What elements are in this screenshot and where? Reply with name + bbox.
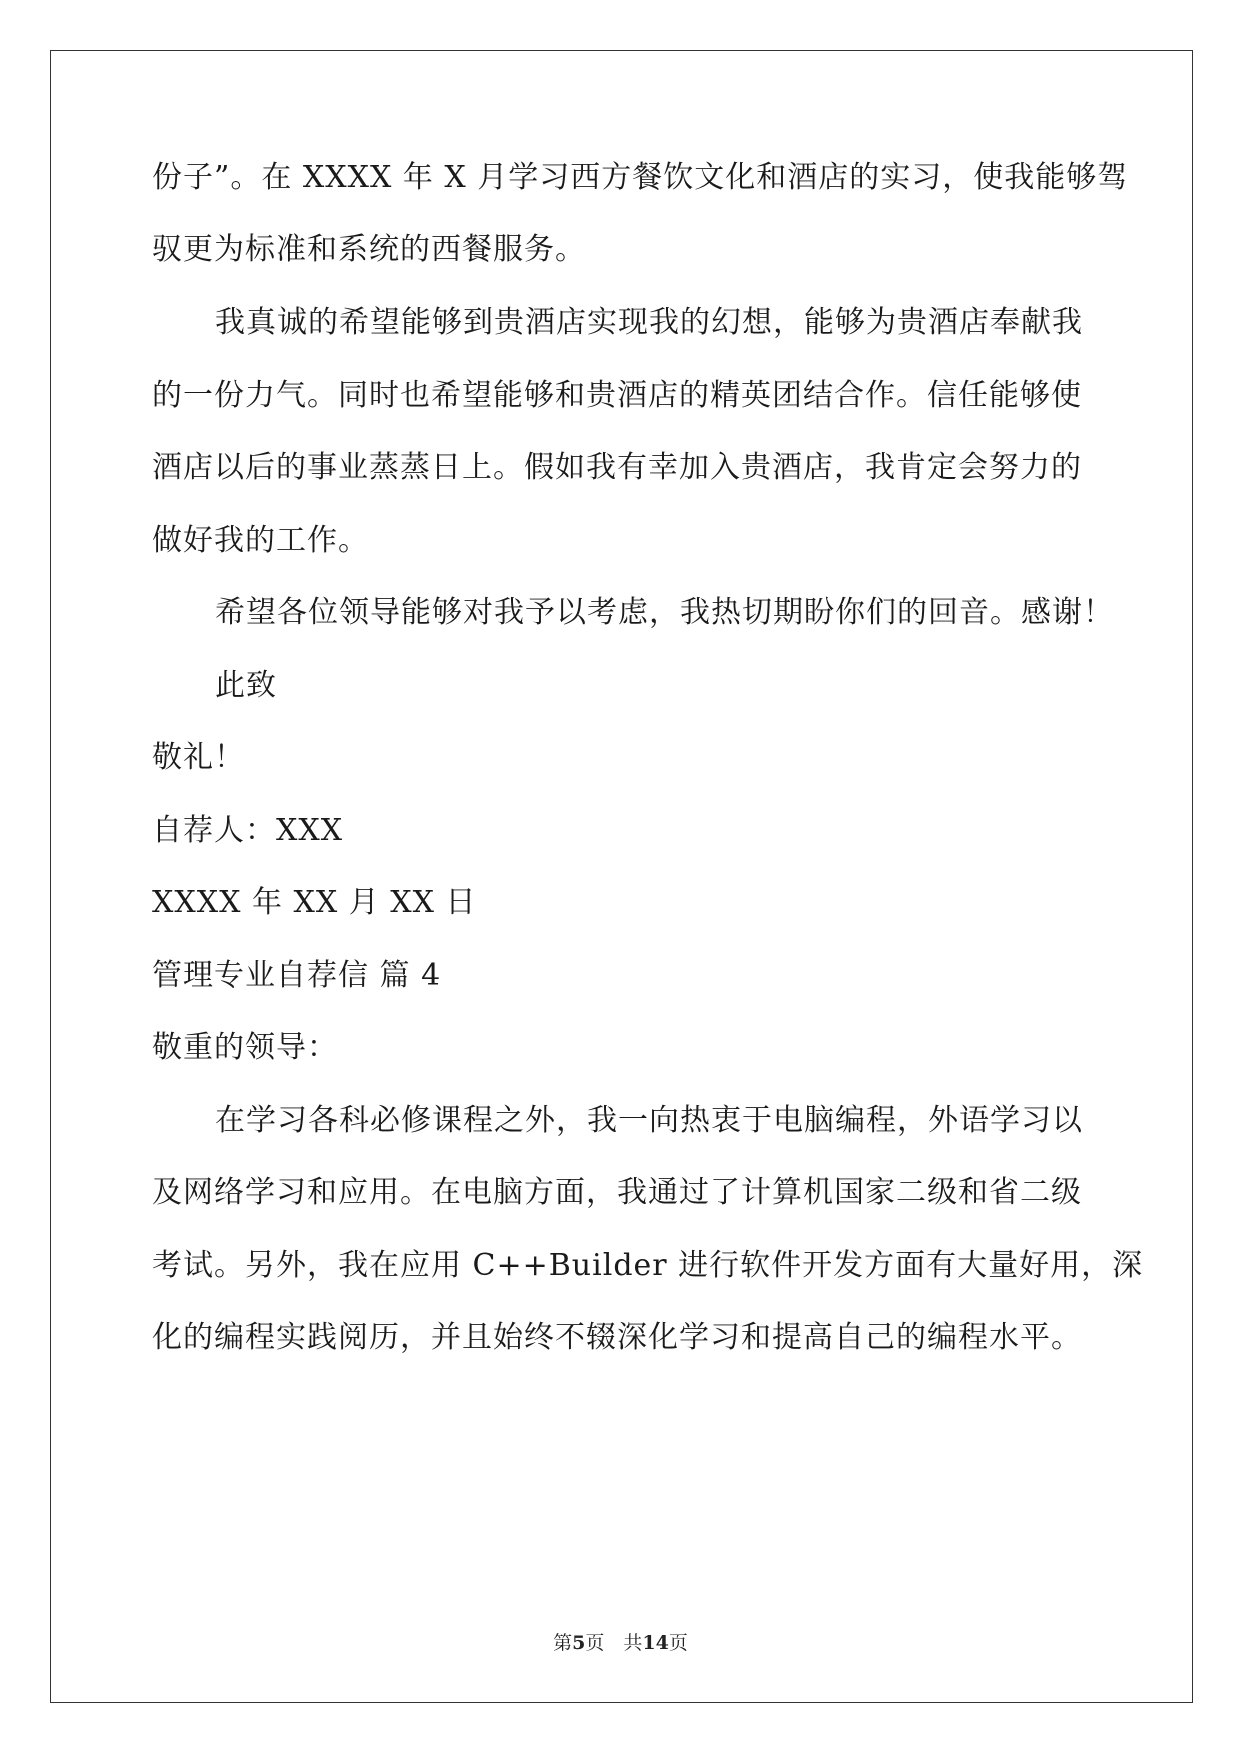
footer-prefix: 第 (553, 1632, 573, 1654)
paragraph-line: 及网络学习和应用。在电脑方面，我通过了计算机国家二级和省二级 (152, 1175, 1082, 1210)
total-pages-number: 14 (642, 1632, 669, 1654)
page-footer (0, 1628, 1241, 1655)
current-page-number: 5 (572, 1632, 586, 1654)
paragraph-line: 的一份力气。同时也希望能够和贵酒店的精英团结合作。信任能够使 (152, 378, 1082, 413)
paragraph-line: 自荐人：XXX (152, 813, 344, 848)
paragraph-line: 在学习各科必修课程之外，我一向热衷于电脑编程，外语学习以 (215, 1103, 1083, 1138)
paragraph-line: 此致 (215, 668, 277, 703)
paragraph-line: 驭更为标准和系统的西餐服务。 (152, 232, 586, 267)
paragraph-line: 希望各位领导能够对我予以考虑，我热切期盼你们的回音。感谢！ (215, 595, 1114, 630)
page-border (50, 50, 1193, 1703)
paragraph-line: 份子”。在 XXXX 年 X 月学习西方餐饮文化和酒店的实习，使我能够驾 (152, 160, 1129, 195)
paragraph-line: 考试。另外，我在应用 C++Builder 进行软件开发方面有大量好用，深 (152, 1248, 1144, 1283)
footer-total-unit: 页 (668, 1632, 688, 1654)
footer-page-unit: 页 (585, 1632, 605, 1654)
paragraph-line: 酒店以后的事业蒸蒸日上。假如我有幸加入贵酒店，我肯定会努力的 (152, 450, 1082, 485)
paragraph-line: 做好我的工作。 (152, 523, 369, 558)
paragraph-line: 敬礼！ (152, 740, 245, 775)
paragraph-line: XXXX 年 XX 月 XX 日 (152, 885, 477, 920)
footer-total-prefix: 共 (623, 1632, 643, 1654)
paragraph-line: 我真诚的希望能够到贵酒店实现我的幻想，能够为贵酒店奉献我 (215, 305, 1083, 340)
paragraph-line: 敬重的领导： (152, 1030, 338, 1065)
paragraph-line: 化的编程实践阅历，并且始终不辍深化学习和提高自己的编程水平。 (152, 1320, 1082, 1355)
paragraph-line: 管理专业自荐信 篇 4 (152, 958, 442, 993)
